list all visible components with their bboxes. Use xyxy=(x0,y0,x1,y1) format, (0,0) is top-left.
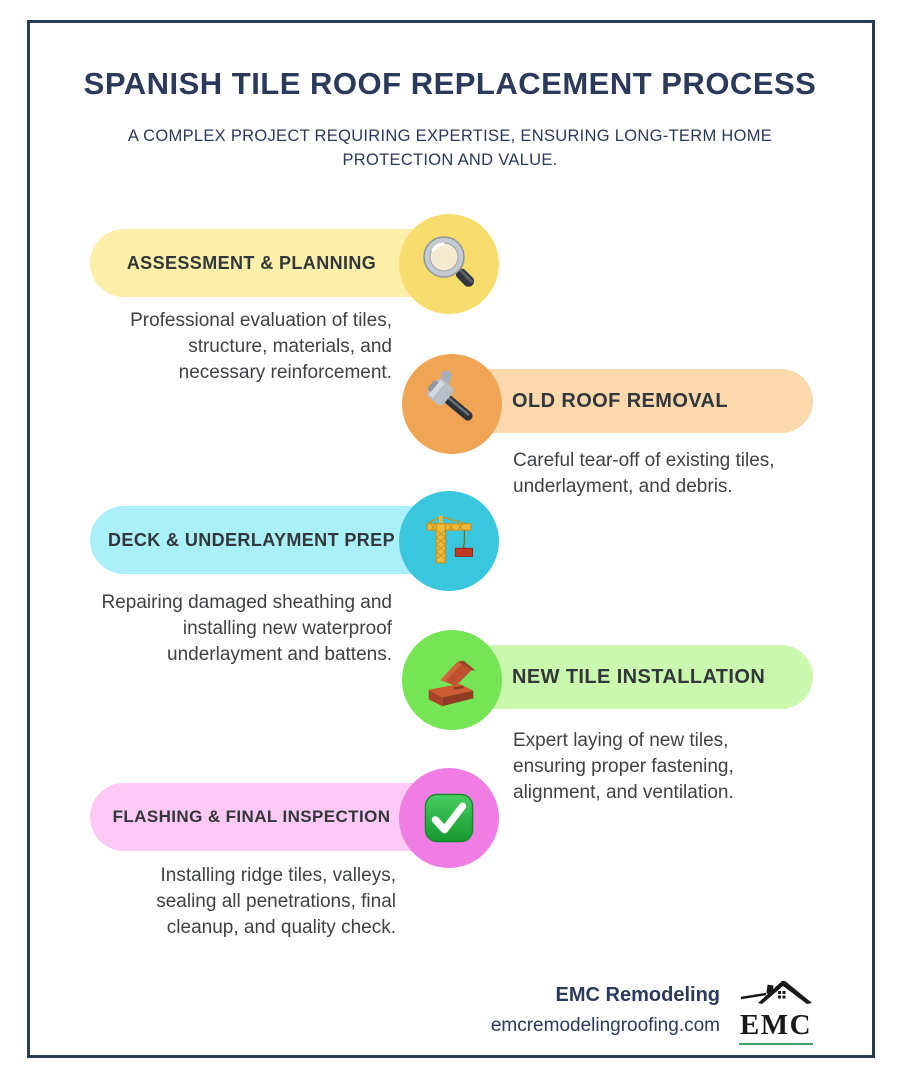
step-label: ASSESSMENT & PLANNING xyxy=(126,252,377,273)
step-icon-circle xyxy=(399,214,499,314)
step-pill-new-tile-installation xyxy=(458,645,813,709)
footer-website: emcremodelingroofing.com xyxy=(490,1015,720,1036)
roof-logo-icon xyxy=(738,978,814,1005)
step-description: Expert laying of new tiles, ensuring proper fastening, alignment, and ventilation. xyxy=(513,730,734,803)
logo-green-underline xyxy=(739,1043,813,1045)
check-mark-icon xyxy=(420,789,478,847)
magnifying-glass-icon xyxy=(417,232,481,296)
step-icon-circle xyxy=(399,768,499,868)
page-title: SPANISH TILE ROOF REPLACEMENT PROCESS xyxy=(83,66,817,101)
step-description: Installing ridge tiles, valleys, sealing all penetrations, final cleanup, and quality check. xyxy=(156,865,396,938)
construction-crane-icon xyxy=(420,512,478,570)
step-label: OLD ROOF REMOVAL xyxy=(512,389,729,412)
step-icon-circle xyxy=(402,630,502,730)
step-pill-old-roof-removal xyxy=(458,369,813,433)
step-label: DECK & UNDERLAYMENT PREP xyxy=(108,529,395,550)
emc-logo xyxy=(738,978,814,1045)
page-subtitle: A COMPLEX PROJECT REQUIRING EXPERTISE, ENSURING LONG-TERM HOME PROTECTION AND VALUE. xyxy=(127,127,773,169)
step-icon-circle xyxy=(399,491,499,591)
step-icon-circle xyxy=(402,354,502,454)
hammer-icon xyxy=(419,371,485,437)
footer xyxy=(491,984,720,1037)
logo-text: EMC xyxy=(739,1009,813,1041)
step-description: Professional evaluation of tiles, structure, materials, and necessary reinforcement. xyxy=(130,310,392,383)
bricks-icon xyxy=(421,649,483,711)
footer-company-name: EMC Remodeling xyxy=(555,984,720,1006)
step-description: Repairing damaged sheathing and installing new waterproof underlayment and battens. xyxy=(101,592,392,665)
step-label: NEW TILE INSTALLATION xyxy=(512,665,766,688)
step-description: Careful tear-off of existing tiles, underlayment, and debris. xyxy=(513,450,775,497)
step-label: FLASHING & FINAL INSPECTION xyxy=(112,807,391,826)
